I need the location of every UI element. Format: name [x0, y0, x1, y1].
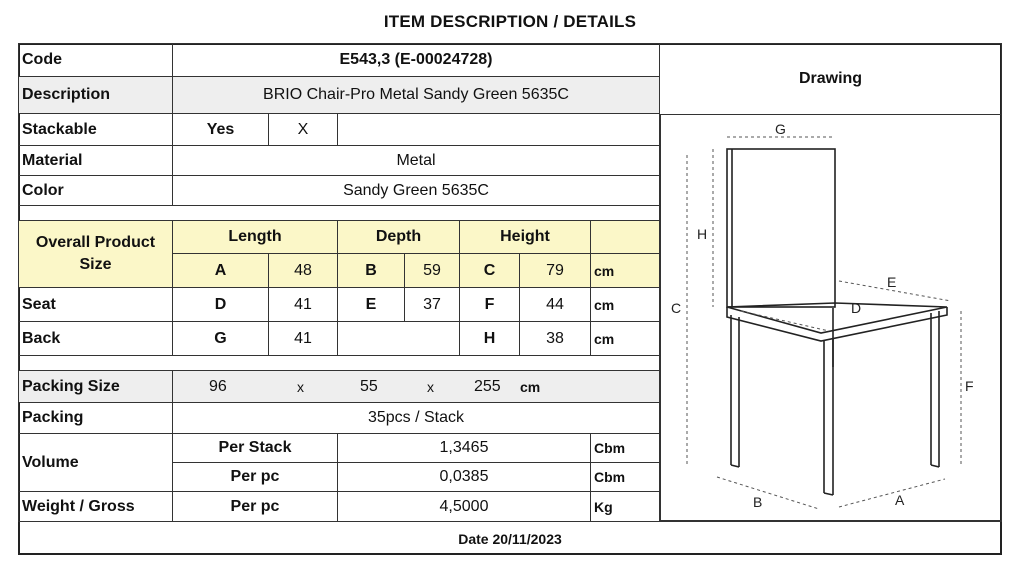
unit-header-empty	[590, 220, 660, 254]
dim-e-value: 37	[404, 287, 460, 322]
page-title: ITEM DESCRIPTION / DETAILS	[383, 12, 637, 31]
chair-backrest	[727, 149, 835, 307]
dim-f-value: 44	[519, 287, 591, 322]
dim-f-letter: F	[459, 287, 520, 322]
chair-outline	[727, 149, 947, 495]
chair-drawing-panel	[660, 114, 1002, 521]
drawing-letter-e: E	[887, 274, 897, 290]
drawing-letter-f: F	[965, 378, 974, 394]
code-label: Code	[18, 43, 173, 77]
per-stack-value: 1,3465	[337, 433, 591, 463]
weight-unit: Kg	[590, 491, 660, 522]
packing-label: Packing	[18, 402, 173, 434]
drawing-letter-g: G	[775, 121, 786, 137]
dim-d-value: 41	[268, 287, 338, 322]
stackable-yes: Yes	[172, 113, 269, 146]
packing-size-unit: cm	[520, 379, 541, 395]
drawing-header: Drawing	[659, 43, 1002, 115]
weight-value: 4,5000	[337, 491, 591, 522]
code-value: E543,3 (E-00024728)	[172, 43, 660, 77]
description-label: Description	[18, 76, 173, 114]
dim-d-letter: D	[172, 287, 269, 322]
per-stack-unit: Cbm	[590, 433, 660, 463]
packing-width: 55	[360, 378, 378, 395]
dim-c-value: 79	[519, 253, 591, 288]
per-pc-value: 0,0385	[337, 462, 591, 492]
stackable-empty	[337, 113, 660, 146]
dim-c-letter: C	[459, 253, 520, 288]
drawing-letter-c: C	[671, 300, 682, 316]
drawing-letter-h: H	[697, 226, 708, 242]
packing-height: 255	[474, 378, 501, 395]
drawing-letter-d: D	[851, 300, 862, 316]
document-date: Date 20/11/2023	[18, 521, 1002, 556]
per-stack-label: Per Stack	[172, 433, 338, 463]
packing-x-2: x	[427, 379, 434, 395]
dim-e-letter: E	[337, 287, 405, 322]
height-header: Height	[459, 220, 591, 254]
seat-unit: cm	[590, 287, 660, 322]
drawing-letter-b: B	[753, 494, 763, 510]
description-value: BRIO Chair-Pro Metal Sandy Green 5635C	[172, 76, 660, 114]
color-value: Sandy Green 5635C	[172, 175, 660, 206]
volume-label: Volume	[18, 433, 173, 492]
stackable-label: Stackable	[18, 113, 173, 146]
weight-per-pc-label: Per pc	[172, 491, 338, 522]
material-label: Material	[18, 145, 173, 176]
dim-g-value: 41	[268, 321, 338, 356]
dim-b-value: 59	[404, 253, 460, 288]
per-pc-label: Per pc	[172, 462, 338, 492]
overall-unit: cm	[590, 253, 660, 288]
per-pc-unit: Cbm	[590, 462, 660, 492]
dim-a-letter: A	[172, 253, 269, 288]
dim-h-value: 38	[519, 321, 591, 356]
length-header: Length	[172, 220, 338, 254]
spacer-row-2	[18, 355, 660, 371]
dim-h-letter: H	[459, 321, 520, 356]
dim-b-letter: B	[337, 253, 405, 288]
dim-a-value: 48	[268, 253, 338, 288]
overall-size-label: Overall Product Size	[18, 220, 173, 288]
packing-size-row	[172, 370, 660, 403]
depth-header: Depth	[337, 220, 460, 254]
back-unit: cm	[590, 321, 660, 356]
color-label: Color	[18, 175, 173, 206]
dim-g-letter: G	[172, 321, 269, 356]
packing-x-1: x	[297, 379, 304, 395]
material-value: Metal	[172, 145, 660, 176]
drawing-letter-a: A	[895, 492, 905, 508]
packing-value: 35pcs / Stack	[172, 402, 660, 434]
back-label: Back	[18, 321, 173, 356]
stackable-mark: X	[268, 113, 338, 146]
seat-label: Seat	[18, 287, 173, 322]
spacer-row	[18, 205, 660, 221]
chair-drawing	[661, 115, 1003, 522]
weight-label: Weight / Gross	[18, 491, 173, 522]
packing-size-label: Packing Size	[18, 370, 173, 403]
back-depth-empty	[337, 321, 460, 356]
packing-length: 96	[209, 378, 227, 395]
